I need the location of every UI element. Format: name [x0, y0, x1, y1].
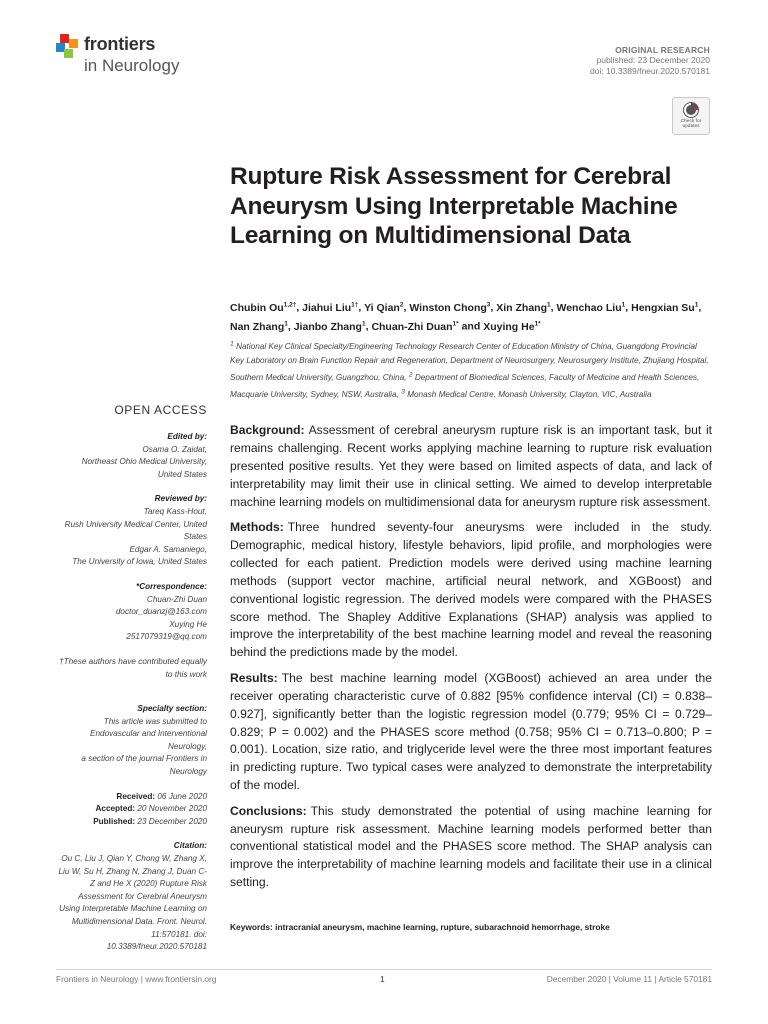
reviewed-by-label: Reviewed by:	[154, 494, 207, 504]
editor-name: Osama O. Zaidat,	[142, 444, 207, 454]
reviewer-affiliation: Rush University Medical Center, United States	[64, 519, 207, 542]
journal-brand: frontiers	[84, 34, 156, 54]
author[interactable]: Chubin $Ou^{1,2\dagger}$	[230, 301, 297, 314]
corresponding-author: Xuying He	[169, 619, 207, 629]
corresponding-author: Chuan-Zhi Duan	[146, 594, 207, 604]
author[interactable]: Hengxian Su$^1$	[631, 301, 699, 314]
author[interactable]: Chuan-Zhi Duan$^{1*}$	[371, 320, 459, 333]
citation-text: Ou C, Liu J, Qian Y, Chong W, Zhang X, Liu W, Su H, Zhang N, Zhang J, Duan C-Z and He X (2020) Rupture Risk Assessment for Cerebral Aneurysm Using Interpretable Machine Learning on Multidimensional Data. Front. Neurol. 11:570181. doi: 10.3389/fneur.2020.570181	[58, 854, 207, 952]
edited-by-label: Edited by:	[167, 432, 207, 441]
journal-name: in Neurology	[84, 56, 180, 75]
author[interactable]: Winston Chong$^3$	[409, 301, 491, 314]
article-title: Rupture Risk Assessment for Cerebral Aneurysm Using Interpretable Machine Learning on Multidimensional Data	[230, 163, 678, 249]
open-access-label: OPEN ACCESS	[114, 403, 207, 417]
author[interactable]: Xin Zhang$^1$	[496, 301, 551, 314]
footer-divider	[56, 969, 712, 970]
footer-volume-info: December 2020 | Volume 11 | Article 570181	[546, 974, 712, 984]
corresponding-email[interactable]: doctor_duanzj@163.com	[115, 607, 207, 617]
published-date-sidebar: Published: 23 December 2020	[93, 816, 207, 826]
doi-link[interactable]: doi: 10.3389/fneur.2020.570181	[589, 66, 710, 76]
article-header-meta	[410, 45, 710, 77]
author-list: Chubin $Ou^{1,2\dagger}$, Jiahui Liu$^{1\dagger}$, Yi Qian$^2$, Winston Chong$^3$, Xin Zhang$^1$, Wenchao Liu$^1$, Hengxian Su$^1$, Nan Zhang$^1$, Jianbo Zhang$^1$, Chuan-Zhi Duan$^{1*}$ and Xuying $He^{1*}$	[230, 301, 702, 333]
reviewer-affiliation: The University of Iowa, United States	[72, 557, 207, 567]
journal-logo[interactable]	[56, 34, 196, 82]
frontiers-logo-icon	[56, 34, 80, 60]
author[interactable]: Xuying $He^{1*}$	[483, 320, 541, 333]
author[interactable]: Jianbo Zhang$^1$	[293, 320, 366, 333]
author[interactable]: Yi Qian$^2$	[364, 301, 404, 314]
specialty-section-journal: a section of the journal Frontiers in Neurology	[81, 754, 207, 777]
author[interactable]: Jiahui Liu$^{1\dagger}$	[302, 301, 359, 314]
check-for-updates-button[interactable]	[672, 97, 710, 135]
specialty-section-label: Specialty section:	[137, 704, 207, 714]
article-info-sidebar	[56, 431, 207, 954]
published-date: published: 23 December 2020	[596, 55, 710, 65]
reviewer-name: Tareq Kass-Hout,	[143, 506, 207, 516]
footer-journal-link[interactable]: Frontiers in Neurology | www.frontiersin.org	[56, 974, 217, 984]
accepted-date: Accepted: 20 November 2020	[95, 804, 207, 814]
check-updates-label: Check for updates	[680, 119, 702, 130]
reviewer-name: Edgar A. Samaniego,	[129, 544, 207, 554]
editor-affiliation: Northeast Ohio Medical University, United States	[81, 457, 207, 479]
keywords: Keywords: intracranial aneurysm, machine learning, rupture, subarachnoid hemorrhage, stroke	[230, 922, 610, 932]
article-type: ORIGINAL RESEARCH	[615, 45, 710, 55]
abstract-background: Background: Assessment of cerebral aneurysm rupture risk is an important task, but it remains challenging. Recent works applying machine learning to rupture risk evaluation presented positive results. Yet they were based on limited aspects of data, and lack of interpretability may limit their use in clinical setting. We aimed to develop interpretable machine learning models on multidimensional data for aneurysm rupture risk assessment.	[230, 423, 712, 509]
page-number: 1	[380, 974, 385, 984]
abstract-methods: Methods: Three hundred seventy-four aneurysms were included in the study. Demographic, medical history, lifestyle behaviors, lipid profile, and morphologies were collected for each patient. Prediction models were derived using machine learning methods (support vector machine, artificial neural network, and XGBoost) and conventional logistic regression. The derived models were compared with the PHASES score method. The Shapley Additive Explanations (SHAP) analysis was applied to improve the interpretability of the best machine learning model and reveal the reasoning behind the predictions made by the model.	[230, 520, 712, 660]
check-updates-icon	[682, 101, 700, 119]
author[interactable]: Wenchao Liu$^1$	[556, 301, 626, 314]
received-date: Received: 06 June 2020	[116, 791, 207, 801]
affiliations: $^1$ National Key Clinical Specialty/Engineering Technology Research Center of Education Ministry of China, Guangdong Provincial Key Laboratory on Brain Function Repair and Regeneration, Department of Neurosurgery, Neurosurgery Institute, Zhujiang Hospital, Southern Medical University, Guangzhou, China, $^2$ Department of Biomedical Sciences, Faculty of Medicine and Health Sciences, Macquarie University, Sydney, NSW, Australia, $^3$ Monash Medical Centre, Monash University, Clayton, VIC, Australia	[230, 340, 709, 399]
abstract	[230, 422, 712, 900]
abstract-results: Results: The best machine learning model (XGBoost) achieved an area under the receiver operating characteristic curve of 0.882 [95% confidence interval (CI) = 0.838–0.927], significantly better than the logistic regression model (0.779; 95% CI = 0.729–0.829; P = 0.002) and the PHASES score method (0.758; 95% CI = 0.713–0.800; P = 0.001). Location, size ratio, and triglyceride level were the three most important features in predicting rupture. Two typical cases were analyzed to demonstrate the interpretability of the model.	[230, 670, 712, 793]
abstract-conclusions: Conclusions: This study demonstrated the potential of using machine learning for aneurysm rupture risk assessment. Machine learning models performed better than conventional statistical model and the PHASES score method. The SHAP analysis can improve the interpretability of machine learning models and facilitate their use in a clinical setting.	[230, 803, 712, 890]
specialty-section-text: This article was submitted to Endovascular and Interventional Neurology,	[90, 716, 207, 751]
author[interactable]: Nan Zhang$^1$	[230, 320, 288, 333]
correspondence-label: *Correspondence:	[136, 581, 207, 591]
corresponding-email[interactable]: 2517079319@qq.com	[126, 632, 207, 642]
equal-contribution-note: †These authors have contributed equally to this work	[59, 656, 207, 679]
citation-label: Citation:	[173, 841, 207, 851]
